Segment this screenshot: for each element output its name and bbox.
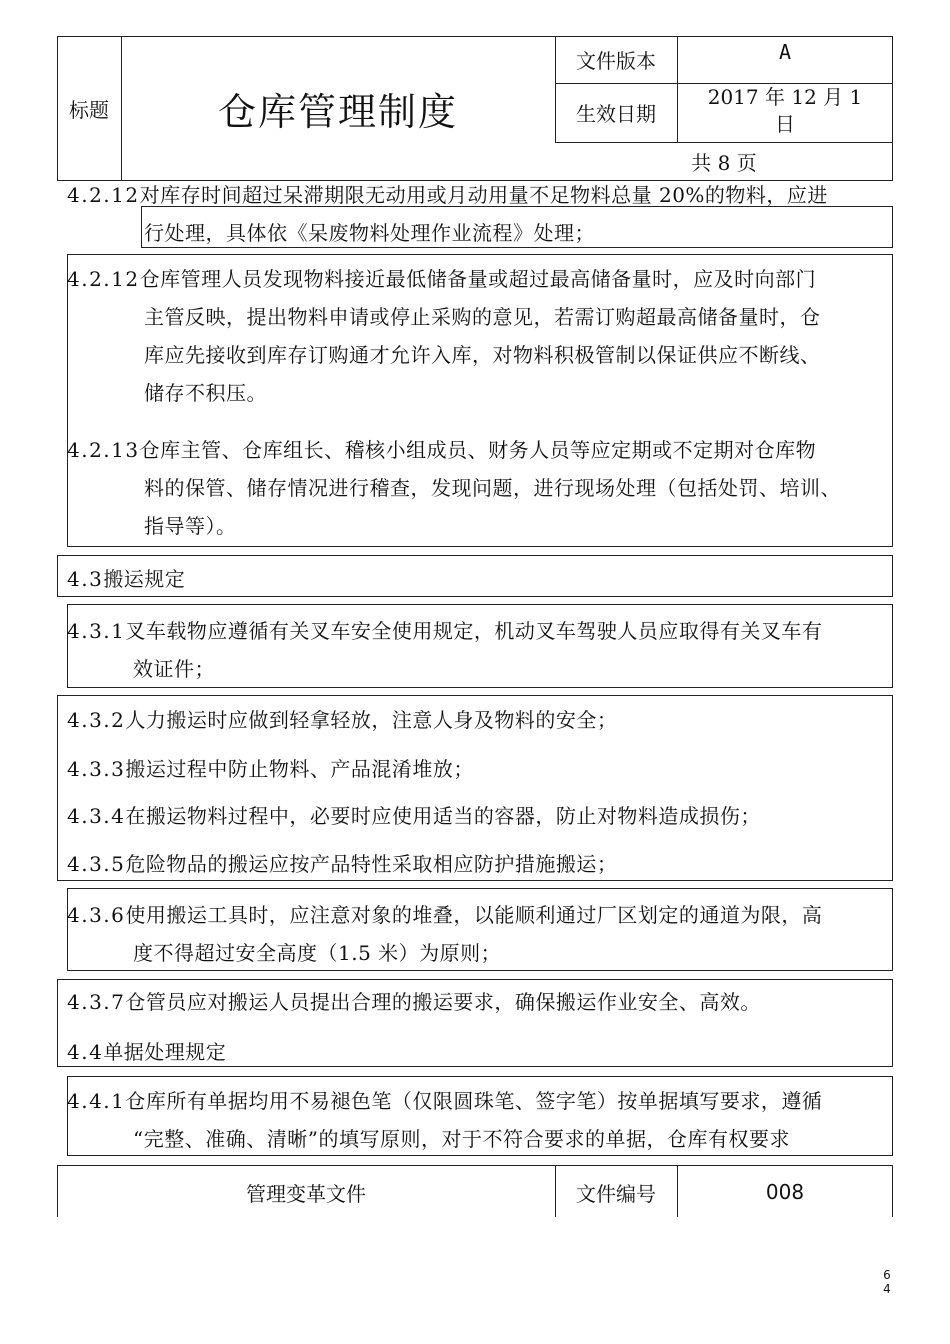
paragraph-line: 主管反映，提出物料申请或停止采购的意见，若需订购超最高储备量时，仓 (144, 305, 821, 329)
paragraph-line: 叉车载物应遵循有关叉车安全使用规定，机动叉车驾驶人员应取得有关叉车有 (125, 619, 823, 643)
clause-number: 4.2.13 (67, 438, 140, 462)
paragraph-line: 使用搬运工具时，应注意对象的堆叠，以能顺利通过厂区划定的通道为限，高 (125, 903, 823, 927)
paragraph-4-3-2 (67, 701, 617, 739)
paragraph-line: 料的保管、储存情况进行稽查，发现问题，进行现场处理（包括处罚、培训、 (144, 476, 841, 500)
page-number-digit: 4 (883, 1282, 891, 1296)
paragraph-4-2-13 (67, 431, 841, 545)
clause-number: 4.3.3 (67, 757, 126, 781)
paragraph-line: 指导等）。 (144, 514, 237, 538)
paragraph-line: 在搬运物料过程中，必要时应使用适当的容器，防止对物料造成损伤； (125, 804, 761, 828)
effective-date-line2: 日 (775, 112, 795, 136)
clause-number: 4.3.1 (67, 619, 126, 643)
paragraph-line: 单据处理规定 (103, 1040, 227, 1064)
version-value: A (778, 39, 792, 64)
effective-date-line1: 2017 年 12 月 1 (707, 85, 863, 109)
clause-number: 4.2.12 (67, 183, 140, 207)
clause-number: 4.3 (67, 567, 104, 591)
paragraph-line: 库应先接收到库存订购通才允许入库，对物料积极管制以保证供应不断线、 (144, 343, 821, 367)
paragraph-line: 危险物品的搬运应按产品特性采取相应防护措施搬运； (125, 852, 618, 876)
doc-number-label: 文件编号 (576, 1181, 656, 1206)
paragraph-line: 对库存时间超过呆滞期限无动用或月动用量不足物料总量 20%的物料，应进 (139, 183, 828, 207)
paragraph-4-3-1 (67, 612, 822, 688)
section-heading-4-3 (67, 560, 185, 598)
paragraph-4-3-5 (67, 845, 617, 883)
title-label: 标题 (69, 98, 109, 122)
paragraph-4-2-12a (67, 176, 828, 252)
document-title: 仓库管理制度 (217, 90, 458, 134)
paragraph-line: 效证件； (133, 657, 215, 681)
clause-number: 4.3.4 (67, 804, 126, 828)
total-pages: 共 8 页 (691, 151, 757, 175)
clause-number: 4.3.6 (67, 903, 126, 927)
version-label: 文件版本 (576, 49, 656, 73)
effective-date-label: 生效日期 (576, 102, 656, 126)
paragraph-line: 仓管员应对搬运人员提出合理的搬运要求，确保搬运作业安全、高效。 (125, 990, 761, 1014)
doc-number-value: 008 (765, 1180, 805, 1204)
paragraph-line: 仓库所有单据均用不易褪色笔（仅限圆珠笔、签字笔）按单据填写要求，遵循 (125, 1089, 823, 1113)
footer-category: 管理变革文件 (246, 1181, 366, 1206)
paragraph-line: 仓库主管、仓库组长、稽核小组成员、财务人员等应定期或不定期对仓库物 (139, 438, 817, 462)
paragraph-line: 人力搬运时应做到轻拿轻放，注意人身及物料的安全； (125, 708, 618, 732)
clause-number: 4.3.5 (67, 852, 126, 876)
paragraph-4-2-12b (67, 260, 821, 412)
paragraph-line: 度不得超过安全高度（1.5 米）为原则； (133, 941, 502, 965)
effective-date-value (677, 84, 893, 142)
section-heading-4-4 (67, 1033, 226, 1071)
page-number-digit: 6 (883, 1268, 891, 1282)
paragraph-4-4-1 (67, 1082, 822, 1158)
paragraph-line: 搬运过程中防止物料、产品混淆堆放； (125, 757, 474, 781)
paragraph-4-3-6 (67, 896, 822, 972)
clause-number: 4.2.12 (67, 267, 140, 291)
paragraph-line: 搬运规定 (103, 567, 186, 591)
paragraph-4-3-4 (67, 797, 761, 835)
clause-number: 4.4.1 (67, 1089, 126, 1113)
clause-number: 4.4 (67, 1040, 104, 1064)
paragraph-line: “完整、准确、清晰”的填写原则，对于不符合要求的单据，仓库有权要求 (133, 1127, 790, 1151)
paragraph-4-3-3 (67, 750, 474, 788)
page-number (880, 1268, 894, 1296)
clause-number: 4.3.7 (67, 990, 126, 1014)
paragraph-line: 储存不积压。 (144, 381, 267, 405)
clause-number: 4.3.2 (67, 708, 126, 732)
paragraph-4-3-7 (67, 983, 761, 1021)
paragraph-line: 仓库管理人员发现物料接近最低储备量或超过最高储备量时，应及时向部门 (139, 267, 817, 291)
paragraph-line: 行处理，具体依《呆废物料处理作业流程》处理； (144, 221, 595, 245)
